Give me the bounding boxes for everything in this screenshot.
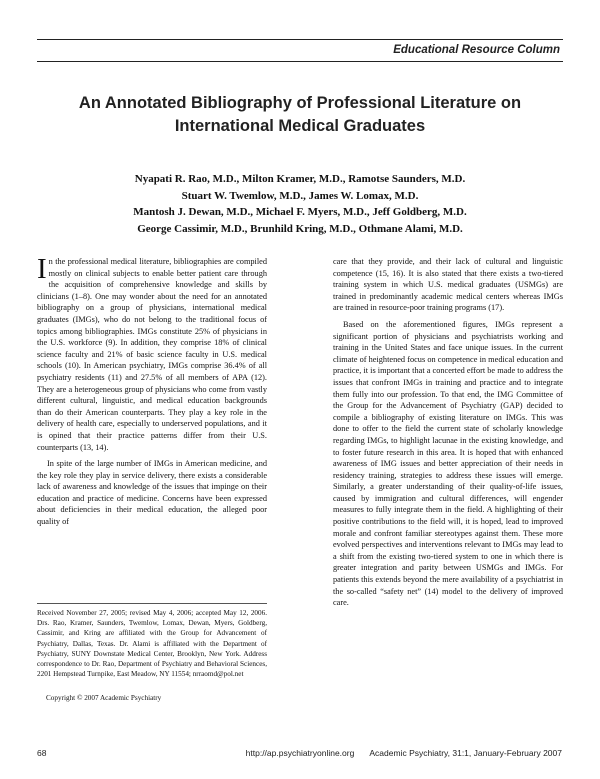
author-line: George Cassimir, M.D., Brunhild Kring, M.D., Othmane Alami, M.D. <box>137 222 463 235</box>
body-paragraph: In spite of the large number of IMGs in American medicine, and the key role they play in service delivery, there exists a considerable lack of awareness and knowledge of the issues that impinge on their education and practice of medicine. Concerns have been expressed about deficiencies in their medical education, the alleged poor quality of <box>37 459 267 527</box>
body-paragraph: care that they provide, and their lack of cultural and linguistic competence (15, 16). It is also stated that there exists a two-tiered training system in which U.S. medical graduates (USMGs) are trained in predominantly academic medical centers whereas IMGs are trained in resource-poor training programs (17). <box>333 257 563 313</box>
top-rule <box>37 39 563 40</box>
section-title: Educational Resource Column <box>393 44 560 56</box>
drop-cap: I <box>37 256 47 285</box>
footnote-received: Received November 27, 2005; revised May 4, 2006; accepted May 12, 2006. Drs. Rao, Kramer, Saunders, Twemlow, Lomax, Dewan, Myers, Goldberg, Cassimir, and Kring are affiliated with the Group for Advancement of Psychiatry, Dallas, Texas. Dr. Alami is affiliated with the Department of Psychiatry, SUNY Downstate Medical Center, Brooklyn, New York. Address correspondence to Dr. Rao, Department of Psychiatry and Behavioral Sciences, 2201 Hempstead Turnpike, East Meadow, NY 11554; nrraomd@pol.net <box>37 609 267 679</box>
copyright-notice: Copyright © 2007 Academic Psychiatry <box>46 694 162 702</box>
section-rule <box>37 61 563 62</box>
page-number: 68 <box>37 748 47 758</box>
journal-url[interactable]: http://ap.psychiatryonline.org <box>245 748 355 758</box>
body-column-right <box>333 256 563 750</box>
footnote <box>37 608 267 679</box>
author-line: Mantosh J. Dewan, M.D., Michael F. Myers, M.D., Jeff Goldberg, M.D. <box>133 206 467 219</box>
article-title-line-2: International Medical Graduates <box>174 117 426 135</box>
body-paragraph: Based on the aforementioned figures, IMGs represent a significant portion of physicians and psychiatrists working and training in the United States and face unique issues. In the current climate of heightened focus on competence in medical education and practice, it is important that a concerted effort be made to address the issues that confront IMGs in training and practice and to integrate them fully into our profession. To that end, the IMG Committee of the Group for the Advancement of Psychiatry (GAP) decided to compile a bibliography of existing literature on IMGs. This was done to offer to the field the current state of scholarly knowledge regarding IMGs, to highlight lacunae in the existing knowledge, and to foster future research in this area. It is hoped that with enhanced awareness of IMG issues and better appreciation of their needs in residency training, strategies to address these issues will emerge. Similarly, a greater understanding of their quality-of-life issues, caused by immigration and cultural differences, will engender measures to fully integrate them in the field. A highlighting of their positive contributions to the field will, it is hoped, lead to improved morale and confront familiar stereotypes against them. These more evolved perspectives and interventions relevant to IMGs may lead to a shift from the existing two-tiered system to one in which there is greater integration and parity between USMGs and IMGs. For patients this extends beyond the mere availability of a psychiatrist in the so-called “safety net” (14) model to the delivery of improved care. <box>333 319 563 608</box>
author-list <box>40 171 560 237</box>
journal-citation: Academic Psychiatry, 31:1, January-February 2007 <box>369 748 562 758</box>
article-title-line-1: An Annotated Bibliography of Professional Literature on <box>78 94 522 112</box>
footnote-rule <box>37 603 267 604</box>
article-title <box>40 92 560 138</box>
author-line: Stuart W. Twemlow, M.D., James W. Lomax, M.D. <box>181 189 419 202</box>
body-paragraph <box>37 256 267 453</box>
body-column-left <box>37 256 267 576</box>
body-paragraph-text: n the professional medical literature, bibliographies are compiled mostly on clinical subjects to enable better patient care through the acquisition of comprehensive knowledge and skills by clinicians (1–8). One may wonder about the need for an annotated bibliography on a group of physicians, international medical graduates (IMGs), who do not belong to the traditional focus of topics among bibliographies. IMGs constitute 25% of physicians in the U.S. workforce (9). In addition, they comprise 18% of clinical science faculty and 21% of basic science faculty in U.S. medical schools (10). In American psychiatry, IMGs comprise 36.4% of all psychiatry residents (11) and 27.5% of all members of APA (12). They are a heterogeneous group of physicians who come from vastly different cultural, linguistic, and medical education backgrounds than do their American counterparts. They play a key role in the delivery of health care, especially to underserved populations, and it is opined that their practice patterns differ from their U.S. counterparts (13, 14). <box>37 257 267 452</box>
author-line: Nyapati R. Rao, M.D., Milton Kramer, M.D., Ramotse Saunders, M.D. <box>134 173 466 185</box>
